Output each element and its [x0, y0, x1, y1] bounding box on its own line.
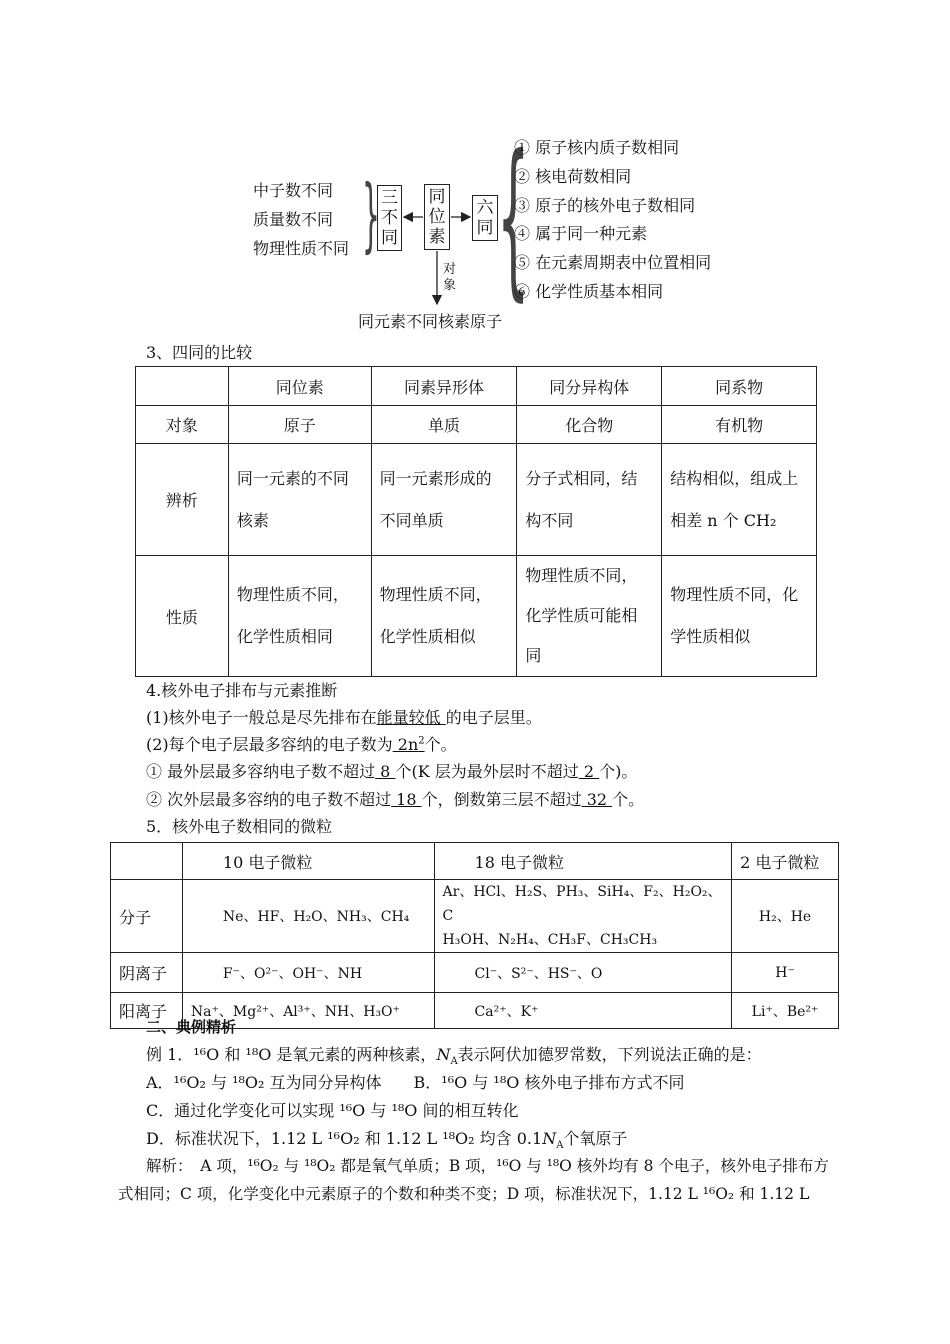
- right-item-4: ④ 属于同一种元素: [514, 224, 648, 243]
- text-span: 2n: [392, 735, 419, 754]
- table-cell: [371, 556, 517, 677]
- section4-line-2: [146, 732, 457, 755]
- text-span: (2)每个电子层最多容纳的电子数为: [146, 735, 393, 754]
- table-header: 同位素: [228, 367, 371, 406]
- answer-blank: 能量较低: [376, 708, 446, 727]
- text-span: N: [542, 1129, 557, 1148]
- row-label: 辨析: [136, 444, 229, 556]
- left-item-2: 质量数不同: [253, 210, 334, 229]
- right-item-1: ① 原子核内质子数相同: [514, 138, 680, 157]
- right-item-5: ⑤ 在元素周期表中位置相同: [514, 253, 712, 272]
- cell-line: 物理性质不同，: [236, 585, 349, 604]
- right-item-3: ③ 原子的核外电子数相同: [514, 196, 696, 215]
- table-cell: Li⁺、Be²⁺: [732, 993, 839, 1029]
- right-item-6: ⑥ 化学性质基本相同: [514, 282, 664, 301]
- cell-line: H₃OH、N₂H₄、CH₃F、CH₃CH₃: [442, 932, 658, 948]
- box-san-char-3: 同: [381, 228, 398, 248]
- answer-blank: [393, 735, 425, 754]
- text-span: ① 最外层最多容纳电子数不超过: [146, 762, 376, 781]
- answer-blank: 18: [391, 790, 422, 809]
- table-cell: 有机物: [662, 406, 817, 444]
- cell-line: 相差 n 个 CH₂: [670, 510, 777, 530]
- table-row: [111, 843, 839, 880]
- box-san-char-2: 不: [381, 208, 398, 228]
- cell-line: 同一元素的不同: [236, 468, 349, 488]
- right-brace: {: [497, 119, 530, 317]
- arrow-label-char-1: 对: [443, 262, 457, 277]
- cell-line: 不同单质: [379, 510, 444, 530]
- section5-heading: 5．核外电子数相同的微粒: [146, 817, 333, 836]
- text-span: 个，倒数第三层不超过: [421, 790, 582, 809]
- table-cell: 化合物: [517, 406, 662, 444]
- table-row: [136, 367, 817, 406]
- part2-heading: 二、典例精析: [146, 1018, 237, 1036]
- answer-blank: 32: [581, 790, 613, 809]
- box-tong-char-3: 素: [428, 227, 446, 247]
- text-span: D．标准状况下，1.12 L ¹⁶O₂ 和 1.12 L ¹⁸O₂ 均含 0.1: [146, 1129, 543, 1148]
- table-cell: 原子: [228, 406, 371, 444]
- explanation-line-1: 解析： A 项，¹⁶O₂ 与 ¹⁸O₂ 都是氧气单质；B 项，¹⁶O 与 ¹⁸O 核外均有 8 个电子，核外电子排布方: [146, 1157, 829, 1175]
- text-span: 个)。: [599, 762, 638, 781]
- table-header: 10 电子微粒: [182, 843, 434, 880]
- table-header: 同素异形体: [371, 367, 517, 406]
- box-tong-char-1: 同: [428, 187, 446, 207]
- arrow-label: [443, 262, 456, 294]
- table-cell: Cl⁻、S²⁻、HS⁻、O: [434, 953, 732, 993]
- option-c: C．通过化学变化可以实现 ¹⁶O 与 ¹⁸O 间的相互转化: [146, 1101, 519, 1120]
- subscript: A: [450, 1056, 458, 1068]
- cell-line: 化学性质相似: [379, 627, 476, 646]
- text-span: ② 次外层最多容纳的电子数不超过: [146, 790, 392, 809]
- cell-line: 物理性质不同，: [525, 566, 638, 585]
- table-cell: [662, 556, 817, 677]
- table-header: 18 电子微粒: [434, 843, 732, 880]
- section4-line-4: [146, 787, 644, 810]
- option-d: [146, 1126, 627, 1151]
- cell-line: 物理性质不同，化: [670, 585, 799, 604]
- cell-line: 核素: [236, 510, 269, 530]
- option-a-b: A．¹⁶O₂ 与 ¹⁸O₂ 互为同分异构体 B．¹⁶O 与 ¹⁸O 核外电子排布方式不同: [146, 1073, 685, 1092]
- bottom-label: 同元素不同核素原子: [358, 312, 503, 331]
- table-cell: [434, 880, 732, 953]
- table-cell: H⁻: [732, 953, 839, 993]
- box-tong-char-2: 位: [428, 207, 446, 227]
- text-span: 个。: [612, 790, 645, 809]
- box-liu-char-2: 同: [476, 218, 494, 238]
- table-cell: [662, 444, 817, 556]
- table-header: 同分异构体: [517, 367, 662, 406]
- text-span: 例 1．: [146, 1045, 194, 1064]
- explanation-line-2: 式相同；C 项，化学变化中元素原子的个数和种类不变；D 项，标准状况下，1.12 L ¹⁶O₂ 和 1.12 L: [118, 1185, 810, 1203]
- text-span: 个(K 层为最外层时不超过: [395, 762, 579, 781]
- cell-line: 同一元素形成的: [379, 468, 492, 488]
- text-span: 个氧原子: [563, 1129, 628, 1148]
- section3-heading: 3、四同的比较: [146, 343, 253, 362]
- table-row: [111, 880, 839, 953]
- left-brace: }: [362, 168, 380, 261]
- answer-blank: 8: [375, 762, 396, 781]
- left-item-3: 物理性质不同: [253, 239, 350, 258]
- diagram-arrows: [0, 0, 950, 330]
- cell-line: 化学性质相同: [236, 627, 333, 646]
- table-cell: Ne、HF、H₂O、NH₃、CH₄: [182, 880, 434, 953]
- box-liu-char-1: 六: [476, 198, 494, 218]
- table-cell: [228, 444, 371, 556]
- table-row: [111, 953, 839, 993]
- row-label: 阳离子: [111, 993, 183, 1029]
- row-label: 阴离子: [111, 953, 183, 993]
- superscript: 2: [418, 735, 425, 747]
- table-row: [136, 406, 817, 444]
- cell-line: 结构相似，组成上: [670, 468, 799, 488]
- answer-blank: 2: [578, 762, 600, 781]
- table-cell: [136, 367, 229, 406]
- cell-line: 构不同: [525, 510, 574, 530]
- left-item-1: 中子数不同: [253, 181, 334, 200]
- table-cell: F⁻、O²⁻、OH⁻、NH: [182, 953, 434, 993]
- four-same-table: [135, 366, 817, 677]
- box-san-char-1: 三: [381, 188, 398, 208]
- row-label: 性质: [136, 556, 229, 677]
- example-question: [146, 1042, 762, 1067]
- text-span: (1)核外电子一般总是尽先排布在: [146, 708, 377, 727]
- table-cell: [517, 444, 662, 556]
- table-header: 同系物: [662, 367, 817, 406]
- right-item-2: ② 核电荷数相同: [514, 167, 632, 186]
- text-span: ¹⁶O 和 ¹⁸O 是氧元素的两种核素，: [193, 1045, 437, 1064]
- arrow-label-char-2: 象: [443, 278, 457, 293]
- table-cell: [517, 556, 662, 677]
- cell-line: Ar、HCl、H₂S、PH₃、SiH₄、F₂、H₂O₂、C: [442, 884, 722, 924]
- table-cell: [228, 556, 371, 677]
- table-row: [136, 444, 817, 556]
- table-cell: 单质: [371, 406, 517, 444]
- text-span: N: [436, 1045, 451, 1064]
- cell-line: 化学性质可能相: [525, 606, 638, 625]
- table-cell: Na⁺、Mg²⁺、Al³⁺、NH、H₃O⁺: [182, 993, 434, 1029]
- cell-line: 同: [525, 646, 542, 665]
- table-cell: [371, 444, 517, 556]
- table-cell: [111, 843, 183, 880]
- text-span: 个。: [424, 735, 457, 754]
- cell-line: 学性质相似: [670, 627, 751, 646]
- table-header: 2 电子微粒: [732, 843, 839, 880]
- cell-line: 物理性质不同，: [379, 585, 492, 604]
- subscript: A: [556, 1140, 564, 1152]
- section4-line-1: [146, 705, 542, 728]
- row-label: 分子: [111, 880, 183, 953]
- table-row: [136, 556, 817, 677]
- table-cell: Ca²⁺、K⁺: [434, 993, 732, 1029]
- cell-line: 分子式相同，结: [525, 468, 638, 488]
- section4-heading: 4.核外电子排布与元素推断: [146, 681, 338, 700]
- text-span: 表示阿伏加德罗常数，下列说法正确的是：: [457, 1045, 762, 1064]
- table-cell: H₂、He: [732, 880, 839, 953]
- text-span: 的电子层里。: [445, 708, 542, 727]
- row-label: 对象: [136, 406, 229, 444]
- electron-particles-table: [110, 842, 839, 1029]
- section4-line-3: [146, 759, 637, 782]
